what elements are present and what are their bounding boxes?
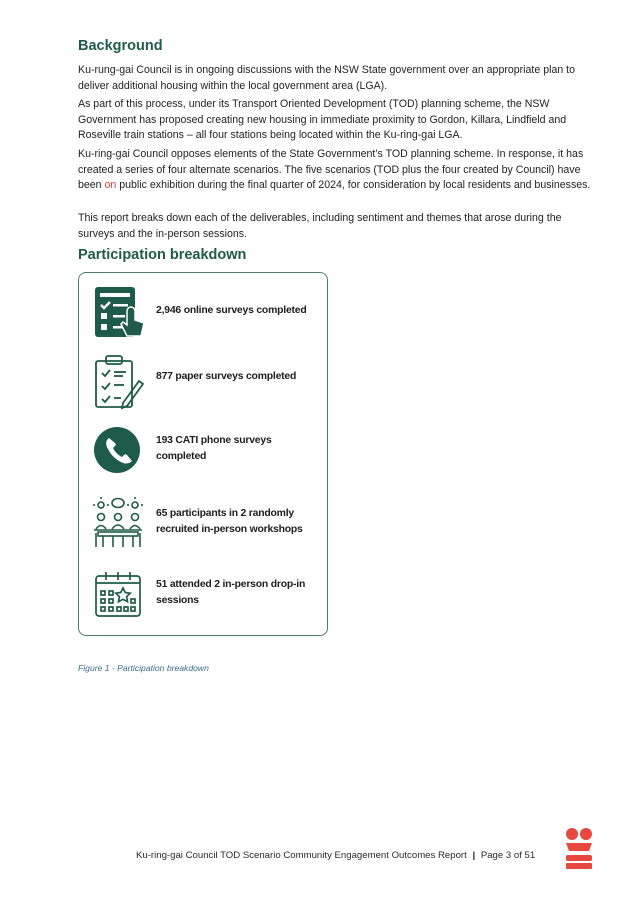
workshop-icon [93, 497, 143, 549]
online-surveys-text: 2,946 online surveys completed [156, 305, 307, 316]
paper-surveys-text: 877 paper surveys completed [156, 371, 297, 382]
participation-card [78, 272, 328, 636]
phone-surveys-text: 193 CATI phone surveys completed [156, 435, 272, 462]
participation-item-workshops [93, 497, 323, 553]
council-logo-icon [564, 826, 594, 870]
footer-separator: | [472, 850, 476, 861]
calendar-icon [93, 569, 143, 619]
page-footer [136, 850, 535, 861]
paragraph-3-part-2: public exhibition during the final quarter of 2024, for consideration by local residents and businesses. [116, 179, 591, 191]
footer-report-title: Ku-ring-gai Council TOD Scenario Community Engagement Outcomes Report [136, 850, 467, 861]
background-paragraph-3 [78, 147, 598, 194]
background-paragraph-4: This report breaks down each of the deliverables, including sentiment and themes that arose during the surveys and the in-person sessions. [78, 212, 562, 240]
participation-item-dropin [93, 569, 323, 625]
figure-caption: Figure 1 - Participation breakdown [78, 663, 209, 673]
background-paragraph-2: As part of this process, under its Transport Oriented Development (TOD) planning scheme, the NSW Government has proposed creating new housing in immediate proximity to Gordon, Killara, Lindfield and Roseville train stations – all four stations being located within the Ku-ring-gai LGA. [78, 98, 567, 141]
footer-page-number: Page 3 of 51 [480, 850, 536, 861]
dropin-sessions-text: 51 attended 2 in-person drop-in sessions [156, 579, 306, 606]
participation-item-phone [93, 425, 323, 481]
paper-survey-icon [93, 353, 149, 411]
workshops-text: 65 participants in 2 randomly recruited in-person workshops [156, 508, 303, 535]
participation-heading: Participation breakdown [78, 247, 247, 263]
phone-icon [93, 425, 143, 475]
participation-item-paper [93, 353, 323, 409]
online-survey-icon [93, 285, 149, 341]
highlighted-word: on [104, 179, 117, 191]
participation-item-online [93, 285, 323, 341]
background-paragraph-1: Ku-rung-gai Council is in ongoing discussions with the NSW State government over an appropriate plan to deliver additional housing within the local government area (LGA). [78, 64, 576, 92]
background-heading: Background [78, 38, 163, 54]
paragraph-3-part-1: Ku-ring-gai Council opposes elements of the State Government’s TOD planning scheme. In response, it has created a series of four alternate scenarios. The five scenarios (TOD plus the four created by Council) have been [78, 148, 584, 191]
